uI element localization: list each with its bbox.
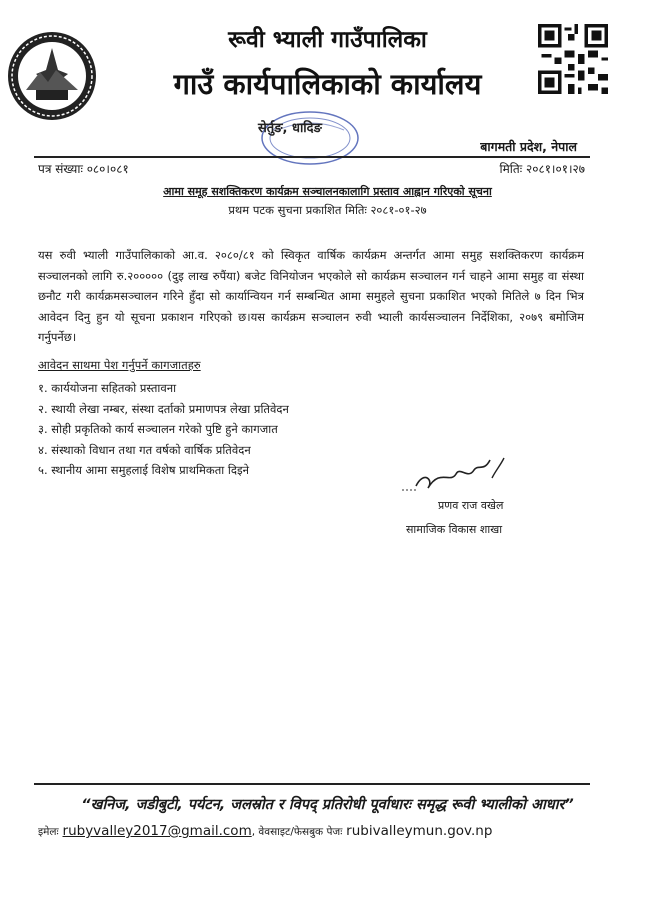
list-item: ३. सोही प्रकृतिको कार्य सञ्चालन गरेको पुष्टि हुने कागजात <box>38 422 278 436</box>
qr-code-icon <box>538 24 608 94</box>
footer-divider <box>34 783 590 785</box>
website-label: , वेवसाइट/फेसबुक पेजः <box>251 826 343 838</box>
notice-body: यस रुवी भ्याली गाउँपालिकाको आ.व. २०८०/८१ को स्विकृत वार्षिक कार्यक्रम अन्तर्गत आमा समुह सशक्तिकरण कार्यक्रम सञ्चालनको लागि रु.२००००० (दुइ लाख रुपैंया) बजेट विनियोजन भएकोले सो कार्यक्रम सञ्चालन गर्न चाहने आमा समुह वा संस्था छनौट गरी कार्यक्रमसञ्चालन गरिने हुँदा सो कार्यान्वियन गर्न सम्बन्धित आमा समुहले सुचना प्रकाशित भएको मितिले ७ दिन भित्र आवेदन दिनु हुन यो सूचना प्रकाशन गरिएको छ।यस कार्यक्रम सञ्चालन रुवी भ्याली कार्यसञ्चालन निर्देशिका, २०७९ बमोजिम गर्नुपर्नेछ। <box>38 248 584 344</box>
letter-date: मितिः २०८१।०१।२७ <box>499 162 585 176</box>
footer-slogan: “खनिज, जडीबुटी, पर्यटन, जलस्रोत र विपद् प्रतिरोधी पूर्वाधारः समृद्ध रूवी भ्यालीको आधार” <box>81 797 574 813</box>
list-item: २. स्थायी लेखा नम्बर, संस्था दर्ताको प्रमाणपत्र लेखा प्रतिवेदन <box>38 401 289 416</box>
list-item: १. कार्ययोजना सहितको प्रस्तावना <box>38 381 177 395</box>
signatory-name: प्रणव राज वखेल <box>438 499 504 512</box>
contact-line <box>38 823 492 839</box>
office-stamp <box>248 108 368 168</box>
province-text: बागमती प्रदेश, नेपाल <box>480 139 577 154</box>
reference-number: पत्र संख्याः ०८०।०८१ <box>38 162 129 176</box>
notice-subject: आमा समूह सशक्तिकरण कार्यक्रम सञ्चालनकालागि प्रस्ताव आह्वान गरिएको सूचना <box>163 185 492 198</box>
list-item: ४. संस्थाको विधान तथा गत वर्षको वार्षिक प्रतिवेदन <box>38 442 251 457</box>
signatory-department: सामाजिक विकास शाखा <box>406 523 503 536</box>
documents-list <box>38 378 289 481</box>
email-link[interactable]: rubyvalley2017@gmail.com <box>62 823 252 839</box>
website-link[interactable]: rubivalleymun.gov.np <box>346 823 493 839</box>
first-published-date: प्रथम पटक सुचना प्रकाशित मितिः २०८१-०१-२७ <box>228 203 427 217</box>
list-item: ५. स्थानीय आमा समुहलाई विशेष प्राथमिकता दिइने <box>38 463 250 477</box>
documents-heading: आवेदन साथमा पेश गर्नुपर्ने कागजातहरु <box>38 358 201 372</box>
office-name: गाउँ कार्यपालिकाको कार्यालय <box>173 67 482 101</box>
municipality-name: रूवी भ्याली गाउँपालिका <box>228 27 427 53</box>
email-label: इमेलः <box>38 826 59 838</box>
header-divider <box>34 156 590 158</box>
signature <box>398 450 518 495</box>
location-text: सेर्तुङ, धादिङ <box>258 121 322 136</box>
